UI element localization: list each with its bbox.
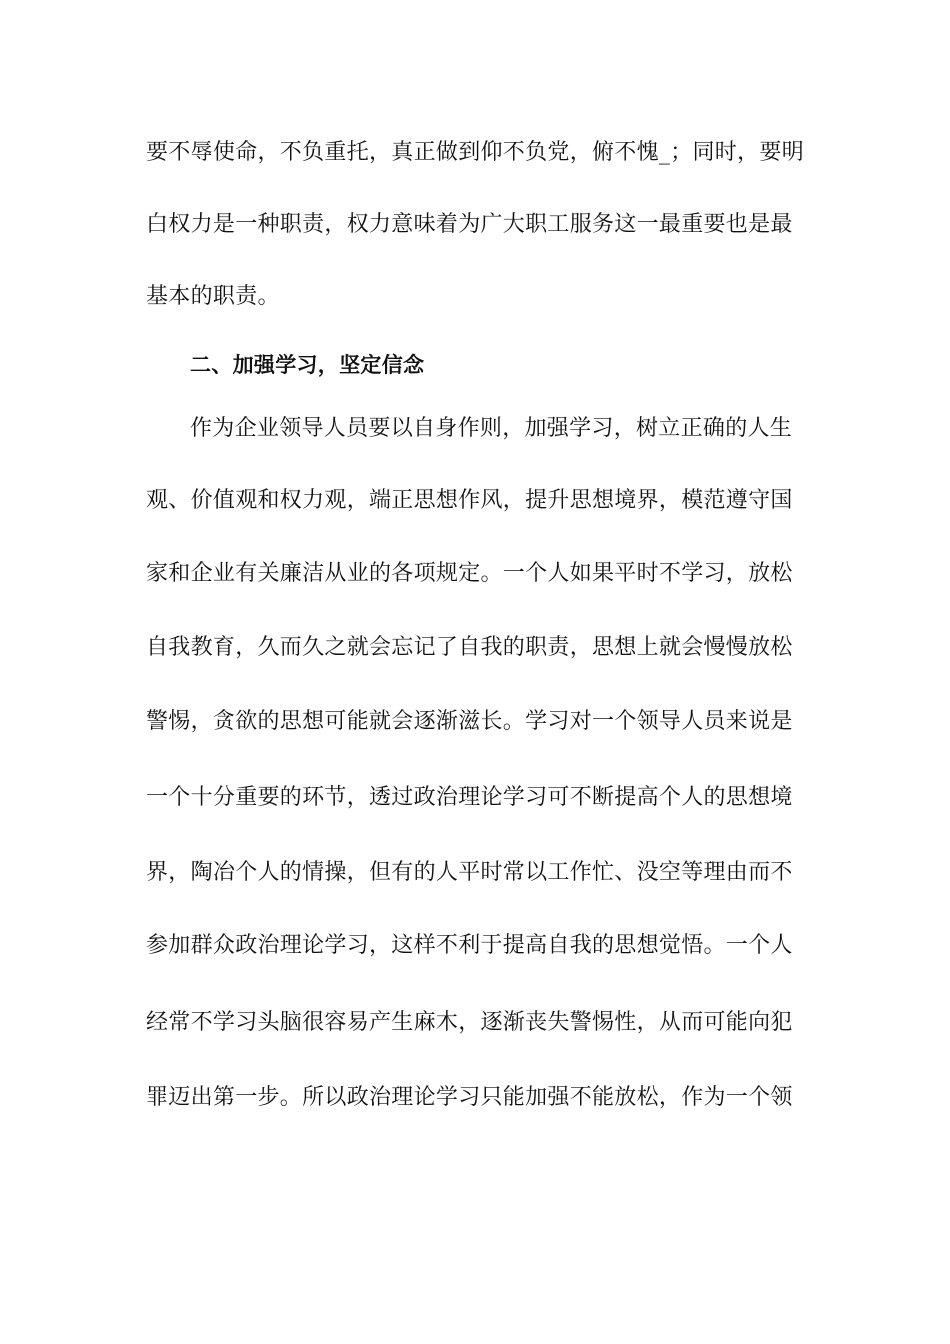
paragraph-line: 经常不学习头脑很容易产生麻木，逐渐丧失警惕性，从而可能向犯 [146, 1010, 793, 1035]
paragraph-line: 罪迈出第一步。所以政治理论学习只能加强不能放松，作为一个领 [146, 1085, 793, 1110]
paragraph-line: 家和企业有关廉洁从业的各项规定。一个人如果平时不学习，放松 [146, 561, 793, 586]
paragraph-line: 观、价值观和权力观，端正思想作风，提升思想境界，模范遵守国 [146, 488, 793, 513]
paragraph-line: 参加群众政治理论学习，这样不利于提高自我的思想觉悟。一个人 [146, 933, 793, 958]
paragraph-line: 基本的职责。 [146, 284, 280, 309]
section-heading: 二、加强学习，坚定信念 [190, 353, 425, 377]
paragraph-line: 界，陶冶个人的情操，但有的人平时常以工作忙、没空等理由而不 [146, 860, 793, 885]
paragraph-line: 警惕，贪欲的思想可能就会逐渐滋长。学习对一个领导人员来说是 [146, 709, 793, 734]
paragraph-line: 一个十分重要的环节，透过政治理论学习可不断提高个人的思想境 [146, 785, 793, 810]
paragraph-line: 白权力是一种职责，权力意味着为广大职工服务这一最重要也是最 [146, 212, 793, 237]
paragraph-line: 要不辱使命，不负重托，真正做到仰不负党，俯不愧_；同时，要明 [146, 140, 805, 165]
paragraph-line: 自我教育，久而久之就会忘记了自我的职责，思想上就会慢慢放松 [146, 635, 793, 660]
paragraph-line: 作为企业领导人员要以自身作则，加强学习，树立正确的人生 [190, 416, 793, 441]
